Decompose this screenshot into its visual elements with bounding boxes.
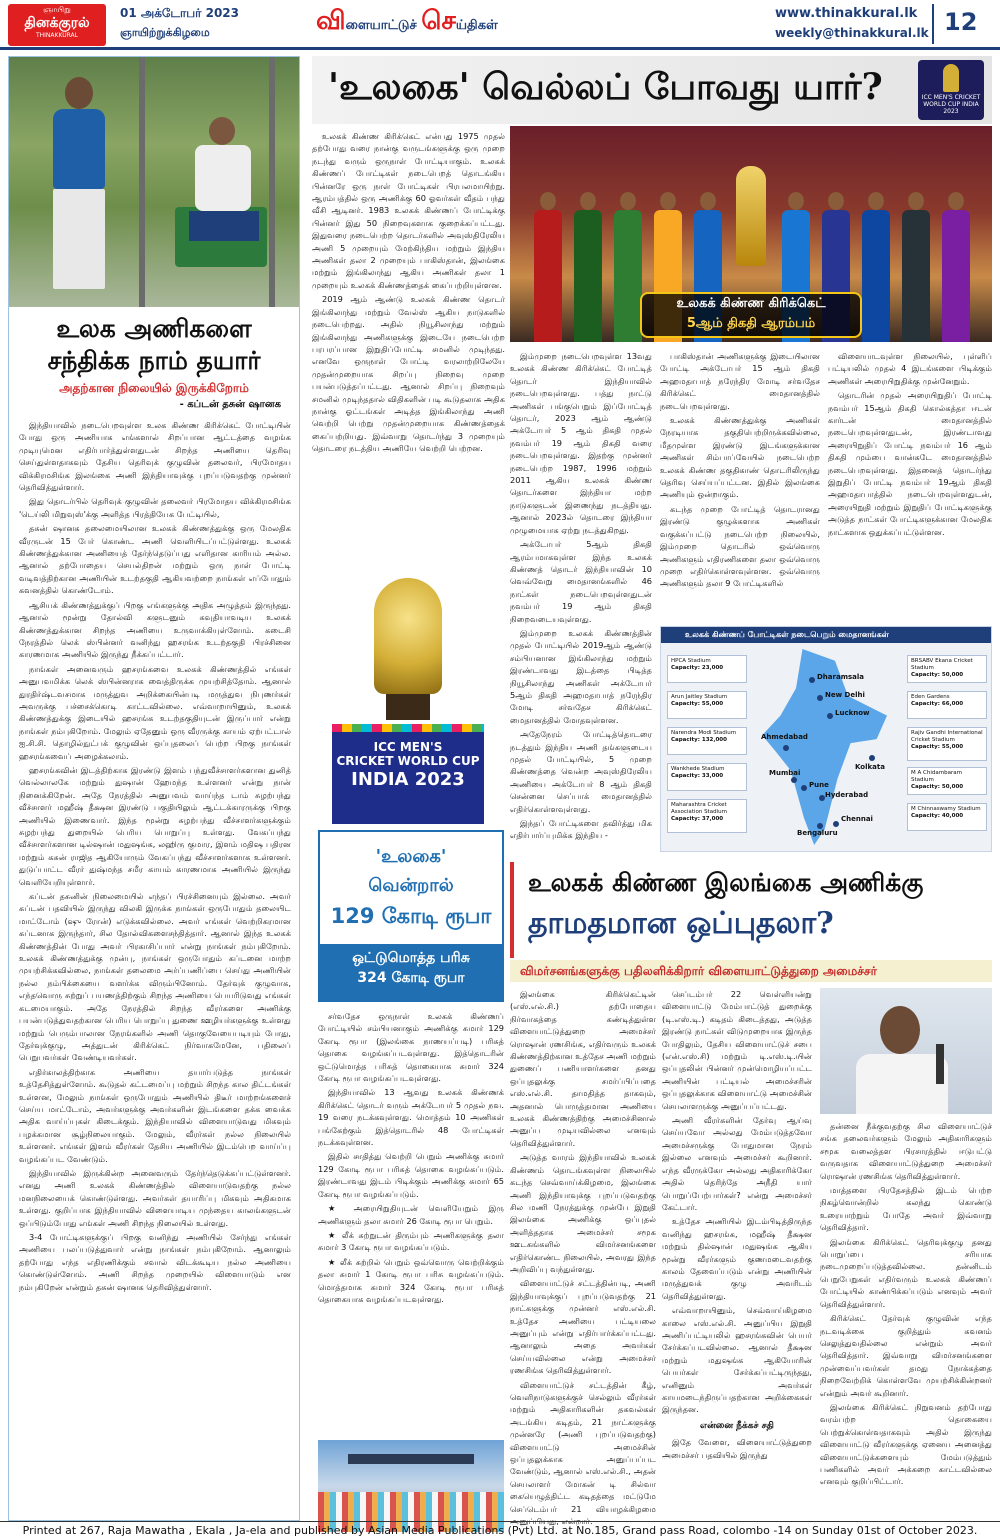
main-story-column-1 — [312, 130, 505, 558]
city-label: New Delhi — [825, 691, 865, 699]
paragraph: இந்தியாவில் இருக்கின்ற அனைவரும் தேர்ந்தெடுக்கப்பட்டுள்ளனர். எனது அணி உலகக் கிண்ணத்தில் விளையாடுவதற்கு நல்ல மனநிலையைக் கொண்டுள்ளது. அவர்கள் தயாரிப்பு மிகவும் அதிகமாக உள்ளது. குறிப்பாக இந்தியாவில் விளையாடிய முந்தைய காலங்களுடன் ஒப்பிடும்போது எங்கள் அணி சிறந்த நிலையில் உள்ளது. — [19, 1167, 291, 1228]
paragraph: அணி வீரர்களின் தேர்வு ஆய்வு செய்யவோ அல்லது மேம்படுத்தவோ அமைச்சருக்கு போதுமான நேரம் இல்லை எனவும் அமைச்சர் கூறினார். எந்த வீரருக்கோ அல்லது அதிகாரிக்கோ அதில் தெரிந்தே அநீதி யார் பொறுப்பேற்பார்கள்? என்று அமைச்சர் கேட்டார். — [662, 1115, 812, 1212]
minister-body — [856, 1054, 948, 1114]
paragraph: நாங்கள் அனைவரும் ஹசரங்கவை உலகக் கிண்ணத்தில் எங்கள் அனுபவமிக்க லெக் ஸ்பின்னராக வைத்திருக்க முயற்சித்தோம். ஆனால் துரதிர்ஷ்டவசமாக மருத்துவ அறிக்கையின்படி மருத்துவ நிபுணர்கள் அவருக்கு பச்சைக்கொடி காட்டவில்லை. எவ்வாறாயினும், உலகக் கிண்ணத்துக்கு இடையில் ஹசரங்க உடற்தகுதியுடன் இருப்பார் என்று நாங்கள் நம்புகிறோம். மேலும் ஏதேனும் ஒரு வீரருக்கு காயம் ஏற்பட்டால் ஐ.சி.சி. தொழில்நுட்பக் குழுவின் ஒப்புதலைப் பெற்ற பிறகு நாங்கள் ஹசரங்கவைப் அழைக்கலாம். — [19, 663, 291, 761]
stadium-card — [907, 767, 987, 795]
microphone-icon — [936, 1044, 944, 1084]
stadium-name: HPCA Stadium — [671, 658, 711, 664]
issue-date: 01 அக்டோபர் 2023 — [120, 6, 240, 20]
world-cup-trophy — [736, 166, 766, 266]
paragraph: இலங்கை கிரிக்கெட் நிறுவனம் தற்போது வரம்பற்ற தொகையை பெற்றுக்கொள்வதாகவும் அதில் இருந்து விளையாட்டு வீரர்களுக்கு ஏனைய அனைத்து விளையாட்டுக்களையும் மேம்படுத்தும் பணிகளில் அவர் அக்கறை காட்டவில்லை எனவும் குறிப்பிட்டார். — [820, 1401, 992, 1487]
city-label: Pune — [809, 781, 829, 789]
trophy-photo — [312, 564, 504, 826]
caption-line1: உலகக் கிண்ண கிரிக்கெட் — [676, 296, 826, 311]
stadium-roof — [348, 1454, 474, 1464]
player-figure — [39, 77, 119, 297]
stadium-card — [907, 803, 987, 831]
city-marker — [869, 755, 875, 761]
captains-group-photo — [510, 126, 992, 342]
paragraph: கப்டன் தசுனின் நிலைமையில் எந்தப் பிரச்சினையும் இல்லை. அவர் கப்டன் பதவியில் இருந்து விலகி இருக்க நாங்கள் ஒருபோதும் தலையிட மாட்டோம் (ஷு ரோன்) எடுக்கவில்லை. அவர் எங்கள் வெற்றிகரமான கப்டனாக இருந்தார், சில தோல்விகளைசந்தித்தார். ஆனால் இந்த உலகக் கிண்ணத்தின் போது அவர் பிரகாசிப்பார் என்று நாங்கள் நம்புகிறோம். உலகக் கிண்ணத்துக்கு முன்பு, நாங்கள் ஒருபோதும் கப்டனை மாற்ற முயற்சிக்கவில்லை, நாங்கள் தலைமை அர்ப்பணிப்பை செய்து அணியின் நல்ல நம்பிக்கையை வளர்க்க விரும்பினோம். தேர்வுக் குழுவாக, எந்தவொரு சுற்றுப் பயணத்திற்கும் சிறந்த அணியை பெயரிடுவது எங்கள் கடமையாகும். அதே நேரத்தில் சிறந்த வீரர்களை அணிக்கு பயன்படுத்துவதற்கான பெரிய பொறுப்பு துணை ஊழியர்களுக்கு உள்ளது மற்றும் பெரும்பாலான நேரங்களில் அணி தொகுவேயைபடியும் போது, தேர்வுக்குழு, அத்துடன் கிரிக்கெட் நிர்வாகமேனே, பதிலைப் பெறுபவர்கள் வேண்டியவர்கள். — [19, 891, 291, 1063]
trophy-plinth — [332, 724, 484, 824]
logo-sub-text: THINAKKURAL — [35, 32, 78, 39]
paragraph: எவ்வாறாயினும், செவ்வாய்கிழமை காலை எஸ்.எல்.சி. அனுப்பிய இறுதி அணிப்பட்டியலில் ஹசரங்கவின் பெயர் சேர்க்கப்படவில்லை. ஆனால் தீக்ஷன மற்றும் மதுஷங்க ஆகியோரின் பெயர்கள் சேர்க்கப்பட்டிருந்தது, எனினும் அவர்கள் காயமடைந்திருப்பதற்கான அறிக்கைகள் இருந்தன. — [662, 1305, 812, 1415]
trophy-cup — [374, 578, 442, 694]
paragraph: இந்தியாவில் 13 ஆவது உலகக் கிண்ணக் கிரிக்கெட் தொடர் வரும் அக்டோபர் 5 முதல் நவ. 19 வரை நடக்கவுள்ளது. மொத்தம் 10 அணிகள் பங்கேற்கும் இத்தொடரில் 48 போட்டிகள் நடக்கவுள்ளன. — [318, 1087, 504, 1148]
stadium-capacity: Capacity: 55,000 — [911, 744, 964, 750]
second-story-headline-box — [510, 862, 992, 958]
main-story-column-3 — [660, 350, 820, 620]
stadium-name: Arun Jaitley Stadium — [671, 694, 728, 700]
paragraph: இதில் சாதித்து வெற்றி பெறும் அணிக்கு சுமார் 129 கோடி ரூபா பரிசுத் தொகை வழங்கப்படும். இரண்டாவது இடம் பிடிக்கும் அணிக்கு சுமார் 65 கோடி ரூபா வழங்கப்படும். — [318, 1151, 504, 1199]
masthead — [0, 0, 1000, 50]
prize-question: 'உலகை' — [375, 846, 447, 867]
stadium-card — [667, 763, 747, 791]
left-story-headline — [9, 313, 299, 377]
city-label: Bengaluru — [797, 829, 838, 837]
plinth-text-line2: CRICKET WORLD CUP — [336, 754, 480, 768]
paragraph: 2019 ஆம் ஆண்டு உலகக் கிண்ண தொடர் இங்கிலாந்து மற்றும் வேல்ஸ் ஆகிய நாடுகளில் நடைபெற்றது. அதில் நியூசிலாந்து மற்றும் இங்கிலாந்து அணிகளுக்கு இடையே நடைபெற்ற பரபரப்பான இறுதிப்போட்டி சமனில் முடிந்தது. எனவே ஒருநாள் போட்டி வரலாற்றிலேயே முதன்முறையாக சிறப்பு நிறைவு முறை பயன்படுத்தப்பட்டது. ஆனால் சிறப்பு நிறைவும் சமனில் முடிந்ததால் விதிகளின் படி கூடுதலாக அதிக நான்கு ஓட்டங்கள் அடித்த இங்கிலாந்து அணி வெற்றி பெற்று முதன்முறையாக கிண்ணத்தைக் கைப்பற்றியது. இவ்வாறு தொடர்ந்து 3 முறையும் தொடரை நடத்திய அணியே வெற்றி பெற்றன. — [312, 294, 505, 454]
stadium-name: M Chinnaswamy Stadium — [911, 806, 981, 812]
left-story-byline: - கப்டன் தசுன் ஷானக — [179, 399, 281, 410]
net-post — [269, 57, 275, 307]
map-title: உலகக் கிண்ணப் போட்டிகள் நடைபெறும் மைதானங்கள் — [661, 627, 991, 643]
stadium-capacity: Capacity: 66,000 — [911, 701, 964, 707]
stadium-card — [667, 799, 747, 833]
plinth-text-line3: INDIA 2023 — [351, 769, 465, 790]
photo-caption — [640, 292, 862, 338]
paragraph: சர்வதேச ஒருநாள் உலகக் கிண்ணப் போட்டியில் சம்பியனாகும் அணிக்கு சுமார் 129 கோடி ரூபா (இலங்கை நாணயப்படி) பரிசுத் தொகை வழங்கப்படவுள்ளது. இத்தொடரின் ஒட்டுமொத்த பரிசுத் தொகையாக சுமார் 324 கோடி ரூபா வழங்கப்படவுள்ளது. — [318, 1011, 504, 1084]
city-label: Chennai — [841, 815, 873, 823]
trophy-base — [386, 694, 430, 720]
section-title-last: ய்திகள் — [455, 18, 498, 33]
prize-amount: 129 கோடி ரூபா — [330, 904, 492, 928]
total-prize-amount: 324 கோடி ரூபா — [357, 970, 465, 986]
stadium-capacity: Capacity: 55,000 — [671, 701, 724, 707]
world-cup-logo-text: ICC MEN'S CRICKET WORLD CUP INDIA 2023 — [921, 94, 981, 115]
main-story-column-2 — [510, 350, 652, 858]
paragraph: எதிர்காலத்திற்காக அணியை தயார்படுத்த நாங்கள் உத்தேசித்துள்ளோம். கூடுதல் கட்டமைப்பு மற்றும் சிறந்த கால திட்டங்கள் உள்ளன, மேலும் நாங்கள் ஒருபோதும் அணியில் திடீர் மாற்றங்களைச் செய்ய மாட்டோம், அவர்களுக்கு அவர்களின் இடங்களை தக்க வைக்க அதிக வாய்ப்புகள் கிடைக்கும். இந்தியாவில் விளையாடுவது மிகவும் பழக்கமான சூழ்நிலையாகும். மேலும், வீரர்கள் நல்ல நிலையில் உள்ளனர். எங்கள் இளம் வீரர்கள் தேசிய அணியில் இடம்பெற வாய்ப்பு வழங்கப்பட வேண்டும். — [19, 1066, 291, 1164]
stadium-capacity: Capacity: 50,000 — [911, 784, 964, 790]
paragraph: இம்முறை நடைபெறவுள்ள 13வது உலகக் கிண்ண கிரிக்கெட் போட்டித் தொடர் இந்தியாவில் நடைபெறவுள்ளது. பத்து நாட்டு அணிகள் பங்குபெறும் இப்போட்டித் தொடர், 2023 ஆம் ஆண்டு அக்டோபர் 5 ஆம் திகதி முதல் நவம்பர் 19 ஆம் திகதி வரை நடைபெறவுள்ளது. இதற்கு முன்னர் நடைபெற்ற 1987, 1996 மற்றும் 2011 ஆகிய உலகக் கிண்ண தொடர்களை இந்தியா மற்ற நாடுகளுடன் இணைந்து நடத்தியது. ஆனால் 2023ல் தொடரை இந்தியா முழுமையாக ஏற்று நடத்துகிறது. — [510, 351, 652, 535]
newspaper-logo — [8, 4, 106, 46]
plinth-stripe — [332, 724, 484, 732]
page-number: 12 — [944, 8, 978, 36]
paragraph: அக்டோபர் 5ஆம் திகதி ஆரம்பமாகவுள்ள இந்த உலகக் கிண்ணத் தொடர் இந்தியாவின் 10 வெவ்வேறு மைதானங்களில் 46 நாட்கள் நடைபெறவுள்ளதுடன் நவம்பர் 19 ஆம் திகதி நிறைவடையவுள்ளது. — [510, 539, 652, 624]
paragraph: உலகக் கிண்ண கிரிக்கெட் என்பது 1975 முதல் தற்போது வரை நான்கு வருடங்களுக்கு ஒரு முறை நடந்து வரும் ஒருநாள் போட்டியாகும். உலகக் கிண்ணப் போட்டிகள் நடைபெறத் தொடங்கிய பின்னரே ஒரு நாள் போட்டிகள் பிரபலமாயிற்று. ஆரம்பத்தில் ஒரு அணிக்கு 60 ஓவர்கள் வீதம் பந்து வீசி ஆடினர். 1983 உலகக் கிண்ணப் போட்டிக்கு பின்னர் இது 50 நிறைவுகளாக குறைக்கப்பட்டது. இதுவரை நடைபெற்ற தொடர்களில் அவுஸ்திரேலிய அணி 5 முறையும் மேற்கிந்திய மற்றும் இந்திய அணிகள் தலா 2 முறையும் பாகிஸ்தான், இலங்கை மற்றும் இங்கிலாந்து ஆகிய அணிகள் தலா 1 முறையும் உலகக் கிண்ணத்தைக் கைப்பற்றியுள்ளன. — [312, 131, 505, 290]
paragraph: விளையாட்டுச் சட்டத்தின் கீழ், வெளிநாடுகளுக்குச் செல்லும் வீரர்கள் மற்றும் அதிகாரிகளின் தகவல்கள் அடங்கிய கடிதம், 21 நாட்களுக்கு முன்னரே (அணி புறப்படுவதற்கு) விளையாட்டு அமைச்சின் ஒப்புதலுக்காக அனுப்பப்பட வேண்டும், ஆனால் எஸ்.எல்.சி., அதன் செயலாளர் மோகன் டி சில்வா கையெழுத்திட்ட கடிதத்தை மட்டுமே செப்டெம்பர் 21 வியாழக்கிழமை அனுப்பியது, என்றார். — [510, 1379, 656, 1527]
subheading-conspiracy: என்னை நீக்கச் சதி — [700, 1420, 774, 1431]
paragraph: ஹசரங்கவின் இடத்திற்காக இரண்டு இளம் பந்துவீச்சாளர்களான துனித் வெல்லாலகே மற்றும் துஷான் ஹேமந்த உள்ளனர் என்று நான் நினைக்கிறேன். அதே நேரத்தில் அனுபவம் வாய்ந்த டாம் சுழற்பந்து வீச்சாளர் மஹீஷ் தீக்ஷன இரண்டு பகுதியிலும் ஆட்டக்காரருக்கு பிறகு அணியில் இணைவார். இந்த மூன்று சுழற்பந்து வீச்சாளர்களுக்கும் சுழற்பந்து துறையில் பெரிய பொறுப்பு உள்ளது. வேகப்பந்து வீச்சாளர்களான டில்ஷான் மதுஷங்க, லஹிரு குமார, இளம் மதிஷ பதிரன மற்றும் கசுன் ராஜித ஆகியோரும் வேகப்பந்து வீச்சாளர்களாக உள்ளனர். துடுப்பாட்ட வீரர் துஷ்மந்த சமீர காயம் காரணமாக அணியில் இருந்து வெளியேறியுள்ளார். — [19, 764, 291, 887]
prize-headline — [320, 832, 502, 942]
captain-figure — [530, 192, 564, 342]
stadium-card — [907, 655, 987, 683]
stadium-capacity: Capacity: 40,000 — [911, 813, 964, 819]
section-title — [316, 6, 498, 39]
total-prize-banner — [320, 944, 502, 1000]
stadium-photo — [318, 1440, 504, 1532]
city-marker — [817, 695, 823, 701]
stadium-capacity: Capacity: 50,000 — [911, 672, 964, 678]
prize-win-text: வென்றால் — [368, 875, 454, 896]
paragraph: தசுன் ஷானக தலைமையிலான உலகக் கிண்ணத்துக்கு ஒரு மேலதிக வீரருடன் 15 பேர் கொண்ட அணி வெளியிடப்பட்டுள்ளது. உலகக் கிண்ணத்துக்கான அணியைத் தேர்ந்தெடுப்பது எளிதான காரியம் அல்ல. ஆனால் தற்போதைய செயல்திறன் மற்றும் ஒரு நாள் போட்டி வடிவத்திற்கான அணியின் உடற்தகுதி ஆகியவற்றை நாங்கள் எப்போதும் கவனத்தில் கொண்டோம். — [19, 523, 291, 596]
main-headline: 'உலகை' வெல்லப் போவது யார்? — [328, 66, 883, 108]
issue-day: ஞாயிற்றுக்கிழமை — [120, 26, 210, 39]
caption-line2: 5ஆம் திகதி ஆரம்பம் — [686, 316, 816, 331]
captain-figure — [858, 192, 892, 342]
minister-photo — [820, 988, 992, 1114]
paragraph: உத்தேச அணியில் இடம்பிடித்திருந்த வனிந்து ஹசரங்க, மஹீஷ் தீக்ஷன மற்றும் தில்ஷான் மதுஷங்க ஆகிய மூன்று வீரர்களும் குணமடைவதற்கு காலம் தேவைப்படும் என்று அணியின் மருத்துவக் குழு அவரிடம் தெரிவித்துள்ளது. — [662, 1216, 812, 1301]
left-story-body — [9, 411, 299, 1293]
second-story-column-1 — [510, 988, 656, 1535]
second-story-column-2 — [662, 988, 812, 1535]
paragraph: இலங்கை கிரிக்கெட் தெரிவுக்குழு தனது பொறுப்பை சரியாக நடைமுறைப்படுத்தவில்லை. தன்னிடம் பெறுபேறுகள் எதிர்வரும் உலகக் கிண்ணப் போட்டியில் காண்பிக்கப்படும் எனவும் அவர் தெரிவித்துள்ளார். — [820, 1236, 992, 1309]
section-title-initial: வி — [316, 6, 346, 36]
paragraph: விளையாட்டுச் சட்டத்தின்படி, அணி இந்தியாவுக்குப் புறப்படுவதற்கு 21 நாட்களுக்கு முன்னர் எஸ்.எல்.சி. உத்தேச அணியை பட்டியலை அனுப்பும் என்று எதிர்பார்க்கப்பட்டது. ஆனாலும் அதை அவர்கள் செய்யவில்லை என்று அமைச்சர் ரணசிங்க தெரிவித்துள்ளார். — [510, 1278, 656, 1376]
main-headline-banner — [312, 56, 992, 124]
paragraph: இந்தியாவில் நடைபெறவுள்ள உலக கிண்ண கிரிக்கெட் போட்டியின் போது ஒரு அணியாக எங்களால் சிறப்பான ஆட்டத்தை வழங்க முடியுமென எதிர்பார்த்துள்ளதுடன் சிறந்த அணியை தெரிவு செய்துள்ளதாகவும் தேசிய தெரிவுக் குழுவின் தலைவர், பிரமோதய விக்கிரமசிங்க இலங்கை அணி இந்தியாவுக்கு புறப்படுவதற்கு முன்னர் தெரிவித்துள்ளார். — [19, 420, 291, 493]
stadium-name: BRSABV Ekana Cricket Stadium — [911, 658, 973, 671]
city-label: Ahmedabad — [761, 733, 808, 741]
world-cup-logo — [918, 60, 984, 120]
city-marker — [827, 713, 833, 719]
stadium-capacity: Capacity: 132,000 — [671, 737, 727, 743]
trophy-icon — [943, 64, 959, 92]
city-marker — [783, 745, 789, 751]
coach-figure — [179, 117, 269, 287]
city-marker — [833, 821, 839, 827]
stadium-card — [667, 727, 747, 755]
logo-top-text: ஞாயிறு — [43, 5, 71, 14]
stadium-card — [667, 691, 747, 719]
left-headline-line2: சந்திக்க நாம் தயார் — [47, 346, 261, 375]
city-label: Dharamsala — [817, 673, 865, 681]
second-headline-line2: தாமதமான ஒப்புதலா? — [528, 906, 834, 941]
stadium-name: Eden Gardens — [911, 694, 950, 700]
city-label: Lucknow — [835, 709, 870, 717]
masthead-divider — [932, 4, 934, 44]
net-post — [139, 57, 145, 307]
main-story-column-4 — [828, 350, 992, 596]
city-label: Hyderabad — [825, 791, 869, 799]
paragraph: 3-4 போட்டிகளுக்குப் பிறகு வனிந்து அணியில் சேர்ந்து எங்கள் அணியை பலப்படுத்துவார் என்று நாங்கள் நம்புகிறோம். ஆனாலும் தற்போது எந்த எதிரணிக்கும் சவால் விடக்கூடிய நல்ல அணியை கொண்டுள்ளோம். அணி சிறந்த முறையில் விளையாடும் என நம்புகிறேன் என்றும் தசுன் ஷானக தெரிவித்துள்ளார். — [19, 1232, 291, 1292]
paragraph: கடந்த முறை போட்டித் தொடரானது இரண்டு குழுக்களாக அணிகள் வகுக்கப்பட்டு நடைபெற்ற நிலையில், இம்முறை தொடரில் ஒவ்வொரு அணிகளும் எதிரணிகளை தலா ஒவ்வொரு முறை எதிர்கொள்ளவுள்ளன. ஒவ்வொரு அணிகளும் தலா 9 போட்டிகளில் — [660, 503, 820, 589]
paragraph: இதே வேளை, விளையாட்டுத்துறை அமைச்சர் பதவியில் இருந்து — [662, 1437, 812, 1460]
venue-map — [660, 626, 992, 852]
stadium-name: M A Chidambaram Stadium — [911, 770, 962, 783]
total-prize-label: ஒட்டுமொத்த பரிசு — [352, 950, 470, 966]
stadium-card — [907, 691, 987, 719]
stadium-name: Narendra Modi Stadium — [671, 730, 737, 736]
captain-figure — [898, 192, 932, 342]
city-marker — [809, 677, 815, 683]
paragraph: அதேநேரம் போட்டித்தொடரை நடத்தும் இந்திய அணி தங்களுடைய முதல் போட்டியில், 5 முறை கிண்ணத்தை வென்ற அவுஸ்திரேலிய அணியை அக்டோபர் 8 ஆம் திகதி சென்னை செப்பாக் மைதானத்தில் எதிர்கொள்ளவுள்ளது. — [510, 729, 652, 814]
paragraph: இது தொடர்பில் தெரிவுக் குழுவின் தலைவர் பிரமோதய விக்கிரமசிங்க 'டெய்லி மிறுவுஸ்'க்கு அளித்த பிரத்தியேக பேட்டியில், — [19, 496, 291, 519]
second-story-column-3 — [820, 1120, 992, 1535]
paragraph: உலகக் கிண்ணத்துக்கு அணிகள் நேரடியாக தகுதிபெற்றிருக்கவில்லை, மீதமுள்ள இரண்டு இடங்களுக்கான அணிகள் சிம்பாப்வேயில் நடைபெற்ற உலகக் கிண்ண தகுதிகாண் தொடரிலிருந்து தெரிவு செய்யப்பட்டன. இதில் இலங்கை அணியும் ஒன்றாகும். — [660, 415, 820, 500]
website-link[interactable]: www.thinakkural.lk — [775, 6, 918, 21]
paragraph: பாகிஸ்தான் அணிகளுக்கு இடையிலான போட்டி அக்டோபர் 15 ஆம் திகதி அஹமதாபாத் நரேந்திர மோடி சர்வதேச கிரிக்கெட் மைதானத்தில் நடைபெறவுள்ளது. — [660, 351, 820, 411]
paragraph: இம்முறை உலகக் கிண்ணத்தின் முதல் போட்டியில் 2019ஆம் ஆண்டு சம்பியனான இங்கிலாந்து மற்றும் இரண்டாவது இடத்தை பிடித்த நியூசிலாந்து அணிகள் அக்டோபர் 5ஆம் திகதி அஹமதாபாத் நரேந்திர மோடி சர்வதேச கிரிக்கெட் மைதானத்தில் மோதவுள்ளன. — [510, 627, 652, 725]
minister-head — [880, 1006, 920, 1054]
paragraph: செப்டம்பர் 22 வெள்ளியன்று விளையாட்டு மேம்பாட்டுத் துறைக்கு (டி.எஸ்.டி.) கடிதம் கிடைத்தது, அடுத்த இரண்டு நாட்கள் விடுமுறையாக இருந்த போதிலும், தேசிய விளையாட்டுச் சபை (என்.எஸ்.சி) மற்றும் டி.எஸ்.டி.யின் ஒப்புதலின் பின்னர் முன்மொழியப்பட்ட அணியின் பட்டியல் அமைச்சரின் ஒப்புதலுக்காக விளையாட்டு அமைச்சின் செயலாளருக்கு அனுப்பப்பட்டது. — [662, 989, 812, 1111]
captain-figure — [938, 192, 972, 342]
paragraph: ஆசியக் கிண்ணத்துக்குப் பிறகு எங்களுக்கு அதிக அழுத்தம் இருந்தது. ஆனால் மூன்று தோல்வி களுடனும் கவுதியாவடிய உலகக் கிண்ணத்துக்கான சிறந்த அணியை உருவாக்கியுள்ளோம். கடைசி நேரத்தில் லெக் ஸ்பின்னர் வனிந்து ஹசரங்க உடற்தகுதி பிரச்சினை காரணமாக அணியில் இருந்து நீக்கப்பட்டார். — [19, 599, 291, 660]
paragraph: மாத்தளை பிரதேசத்தில் இடம் பெற்ற நிகழ்வொன்றில் கலந்து கொண்டு உரையாற்றும் போதே அவர் இவ்வாறு தெரிவித்தார். — [820, 1185, 992, 1233]
paragraph: கிரிக்கெட் தேர்வுக் குழுவின் எந்த நடவடிக்கை குறித்தும் கவனம் செலுத்துவதில்லை என்றும் அவர் தெரிவித்தார். இவ்வாறு விமர்சனங்களை முன்வைப்பவர்கள் தமது நோக்கத்தை நிறைவேற்றிக் கொள்ளவே முயற்சிக்கின்றனர் என்றும் அவர் கூறினார். — [820, 1313, 992, 1398]
prize-box — [318, 830, 504, 1002]
stadium-card — [907, 727, 987, 761]
captain-figure — [610, 192, 644, 342]
section-title-mid: ளையாட்டுச் — [345, 18, 422, 33]
stadium-capacity: Capacity: 37,000 — [671, 816, 724, 822]
plinth-text-line1: ICC MEN'S — [373, 740, 443, 754]
stadium-name: Maharashtra Cricket Association Stadium — [671, 802, 727, 815]
stadium-capacity: Capacity: 33,000 — [671, 773, 724, 779]
stadium-name: Rajiv Gandhi International Cricket Stadium — [911, 730, 983, 743]
city-marker — [801, 785, 807, 791]
paragraph: இந்தப் போட்டிகளை தவிர்த்து மிக எதிர்பார்ப்புமிக்க இந்திய - — [510, 818, 652, 841]
city-label: Mumbai — [769, 769, 801, 777]
section-title-second-initial: செ — [421, 6, 456, 36]
paragraph: ★ லீக் சுற்றில் பெறும் ஒவ்வொரு வெற்றிக்கும் தலா சுமார் 1 கோடி ரூபா பரிசு வழங்கப்படும். மொத்தமாக சுமார் 324 கோடி ரூபா பரிசுத் தொகையாக வழங்கப்படவுள்ளது. — [318, 1256, 504, 1304]
city-label: Kolkata — [855, 763, 885, 771]
stadium-capacity: Capacity: 23,000 — [671, 665, 724, 671]
paragraph: அடுத்த வாரம் இந்தியாவில் உலகக் கிண்ணம் தொடங்கவுள்ள நிலையில் கடந்த செவ்வாய்க்கிழமை, இலங்கை அணி இந்தியாவுக்கு புறப்படுவதற்கு சில மணி நேரத்துக்கு முன்பே இறுதி இலங்கை அணிக்கு ஒப்புதல் அளித்ததாக அமைச்சர் சமூக ஊடகங்களில் விமர்சனங்களை எதிர்கொண்ட நிலையில், அவரது இந்த அறிவிப்பு வந்துள்ளது. — [510, 1152, 656, 1274]
captain-figure — [570, 192, 604, 342]
paragraph: தொடரின் முதல் அரையிறுதிப் போட்டி நவம்பர் 15ஆம் திகதி கொல்கத்தா ஈடன் கார்டன் மைதானத்தில் நடைபெறவுள்ளதுடன், இரண்டாவது அரையிறுதிப் போட்டி நவம்பர் 16 ஆம் திகதி மும்பை வான்கடே மைதானத்தில் நடைபெறவுள்ளது. இதனைத் தொடர்ந்து இறுதிப் போட்டி நவம்பர் 19ஆம் திகதி அஹமதாபாத்தில் நடைபெறவுள்ளதுடன், அரையிறுதி மற்றும் இறுதிப் போட்டிகளுக்கு அடுத்த நாட்கள் போட்டிகளுக்கான மேலதிக நாட்களாக ஒதுக்கப்பட்டுள்ளன. — [828, 390, 992, 537]
left-story-subheading: அதற்கான நிலையில் இருக்கிறோம் — [59, 381, 249, 395]
paragraph: ★ லீக் சுற்றுடன் திரும்பும் அணிகளுக்கு தலா சுமார் 3 கோடி ரூபா வழங்கப்படும். — [318, 1229, 504, 1253]
imprint-footer: Printed at 267, Raja Mawatha , Ekala , Ja-ela and published by Asian Media Publications (Pvt) Ltd. at No.185, Grand pass Road, colombo -14 on Sunday 01st of October 2023. — [0, 1521, 1000, 1539]
second-story-subheading: விமர்சனங்களுக்கு பதிலளிக்கிறார் விளையாட்டுத்துறை அமைச்சர் — [510, 960, 992, 982]
left-headline-line1: உலக அணிகளை — [56, 314, 252, 343]
paragraph: விளையாடவுள்ள நிலையில், புள்ளிப் பட்டியலில் முதல் 4 இடங்களை பிடிக்கும் அணிகள் அரையிறுதிக்கு முன்னேறும். — [828, 351, 992, 386]
city-marker — [791, 777, 797, 783]
paragraph: தன்னை நீக்குவதற்கு சில விளையாட்டுச் சங்க தலைவர்களும் மேலும் அதிகாரிகளும் சமூக வலைத்தள பிரசாரத்தில் ஈடுபட்டு வருவதாக விளையாட்டுத்துறை அமைச்சர் ரொஷான் ரணசிங்க தெரிவித்துள்ளார். — [820, 1121, 992, 1181]
email-link[interactable]: weekly@thinakkural.lk — [775, 26, 929, 40]
stadium-card — [667, 655, 747, 683]
second-headline-line1: உலகக் கிண்ண இலங்கை அணிக்கு — [528, 868, 924, 897]
paragraph: இலங்கை கிரிக்கெட்டின் (எஸ்.எல்.சி.) தற்போதைய நிர்வாகத்தை கண்டித்துள்ள விளையாட்டுத்துறை அமைச்சர் ரொஷான் ரணசிங்க, எதிர்வரும் உலகக் கிண்ணத்திற்கான உத்தேச அணி மற்றும் துணைப் பணியாளர்களை தனது ஒப்புதலுக்கு சமர்ப்பிப்பதை எஸ்.எல்.சி. தாமதித்த தாகவும், அதனால் பொருத்தமான அணியை உலகக் கிண்ணத்திற்கு அமைச்சினால் அனுப்ப முடியவில்லை எனவும் தெரிவித்துள்ளார். — [510, 989, 656, 1148]
captain-training-photo — [9, 57, 299, 307]
left-story — [8, 56, 300, 1521]
logo-main-text: தினக்குரல் — [24, 15, 90, 31]
paragraph: ★ அரையிறுதியுடன் வெளியேறும் இரு அணிகளும் தலா சுமார் 26 கோடி ரூபா பெறும். — [318, 1203, 504, 1226]
stadium-name: Wankhede Stadium — [671, 766, 725, 772]
